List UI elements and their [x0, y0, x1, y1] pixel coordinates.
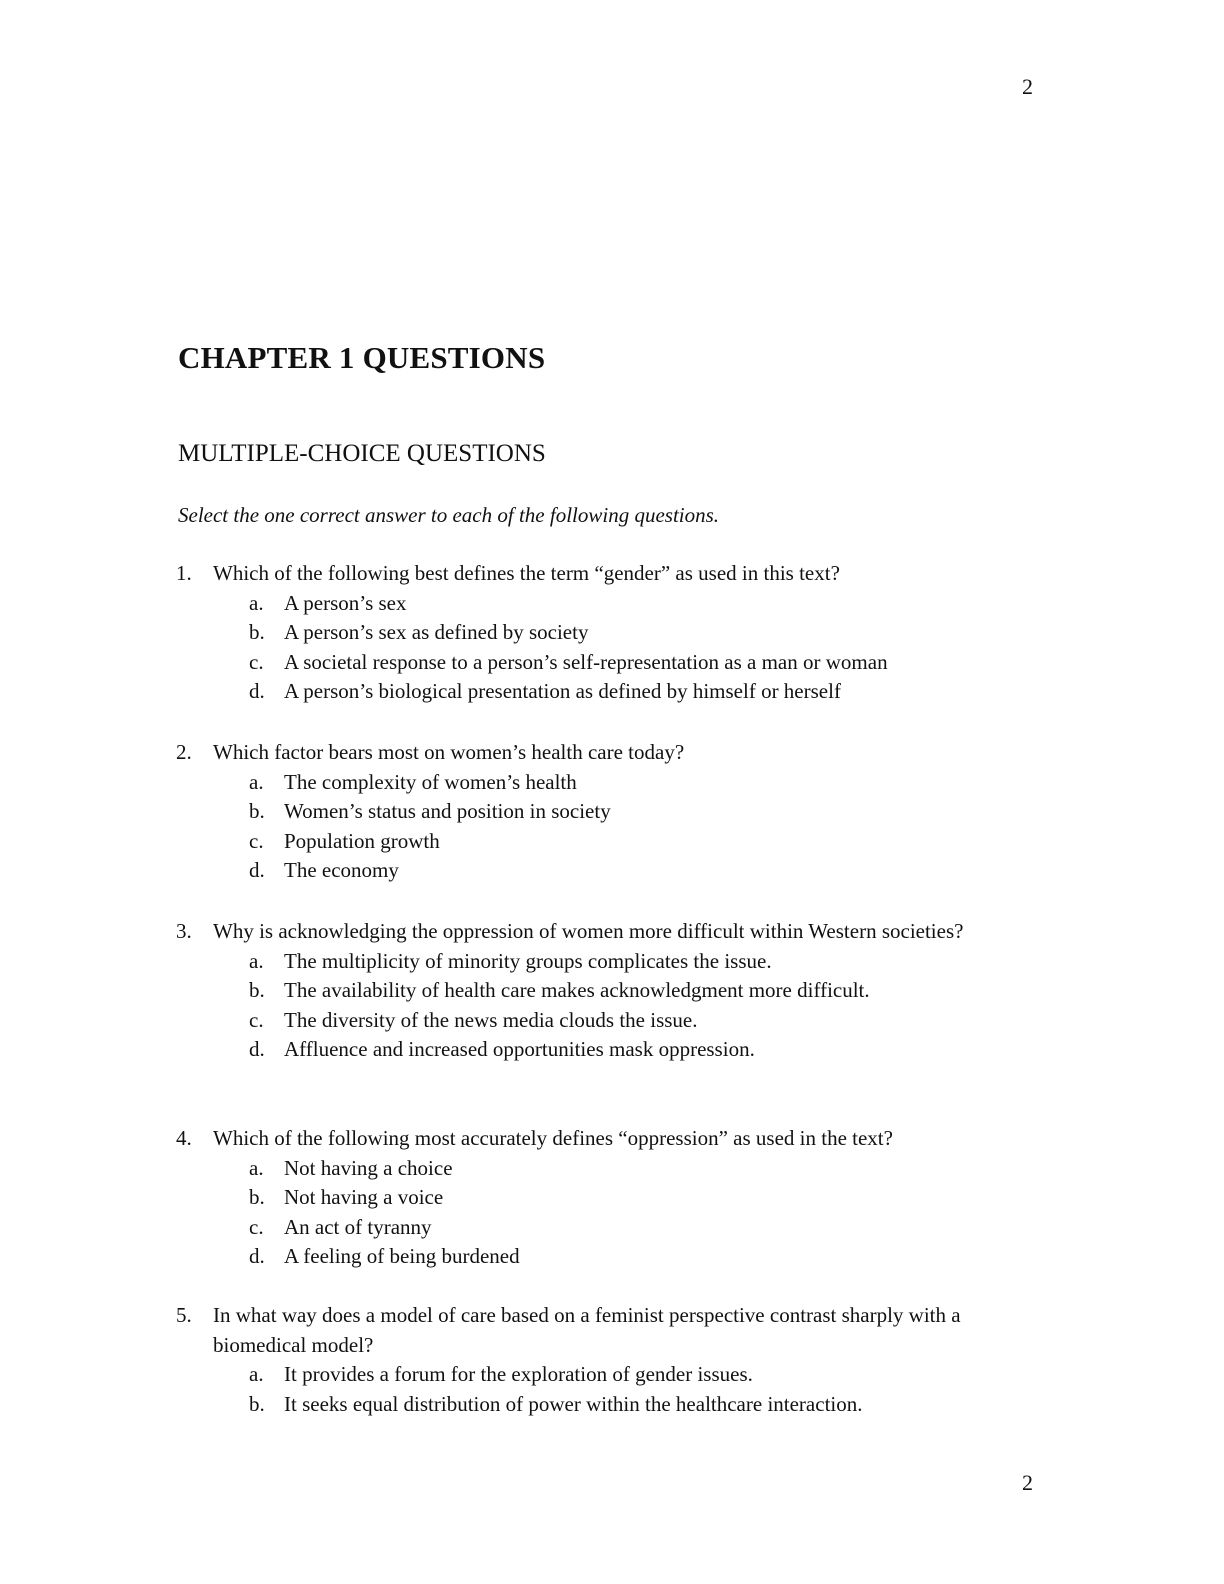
option-text: A feeling of being burdened — [284, 1244, 520, 1268]
option-text: A societal response to a person’s self-representation as a man or woman — [284, 649, 888, 674]
option-letter: a. — [249, 769, 264, 794]
option-letter: c. — [249, 1214, 264, 1239]
question-text: Why is acknowledging the oppression of women more difficult within Western societies? — [213, 919, 964, 943]
answer-option-b — [176, 618, 1006, 648]
question-stem — [176, 1301, 1006, 1360]
answer-option-a — [176, 947, 1006, 977]
option-text: It seeks equal distribution of power within the healthcare interaction. — [284, 1391, 863, 1416]
question-stem — [176, 1124, 1006, 1154]
option-text: The diversity of the news media clouds the issue. — [284, 1007, 698, 1032]
option-letter: a. — [249, 590, 264, 615]
answer-option-d — [176, 1242, 1006, 1272]
option-letter: a. — [249, 1155, 264, 1180]
answer-option-a — [176, 1360, 1006, 1390]
option-text: Not having a choice — [284, 1155, 453, 1180]
question-3 — [176, 917, 1006, 1065]
page-number-top: 2 — [1022, 74, 1033, 99]
option-letter: b. — [249, 799, 265, 823]
option-letter: b. — [249, 1391, 265, 1416]
question-text: In what way does a model of care based on a feminist perspective contrast sharply with a biomedical model? — [213, 1303, 961, 1357]
question-number: 5. — [176, 1303, 192, 1327]
option-letter: a. — [249, 1362, 264, 1386]
question-text: Which factor bears most on women’s health care today? — [213, 740, 685, 764]
answer-option-d — [176, 677, 1006, 707]
option-text: The complexity of women’s health — [284, 769, 577, 794]
answer-option-c — [176, 1213, 1006, 1243]
question-number: 4. — [176, 1126, 192, 1150]
answer-option-c — [176, 648, 1006, 678]
question-stem — [176, 917, 1006, 947]
question-2 — [176, 738, 1006, 886]
option-letter: a. — [249, 948, 264, 973]
option-text: Population growth — [284, 828, 440, 853]
option-letter: d. — [249, 679, 265, 703]
chapter-title: CHAPTER 1 QUESTIONS — [178, 340, 546, 375]
option-letter: c. — [249, 828, 264, 853]
option-letter: b. — [249, 978, 265, 1002]
question-text: Which of the following most accurately defines “oppression” as used in the text? — [213, 1126, 893, 1150]
option-text: The availability of health care makes acknowledgment more difficult. — [284, 978, 870, 1002]
question-1 — [176, 559, 1006, 707]
option-letter: d. — [249, 1244, 265, 1268]
question-stem — [176, 559, 1006, 589]
answer-option-c — [176, 827, 1006, 857]
answer-option-d — [176, 856, 1006, 886]
section-title: MULTIPLE-CHOICE QUESTIONS — [178, 440, 546, 467]
option-text: The economy — [284, 858, 399, 882]
page-number-bottom: 2 — [1022, 1470, 1033, 1495]
question-4 — [176, 1124, 1006, 1272]
option-text: A person’s biological presentation as defined by himself or herself — [284, 679, 841, 703]
option-letter: b. — [249, 1185, 265, 1209]
option-text: Not having a voice — [284, 1185, 444, 1209]
question-number: 1. — [176, 561, 192, 585]
answer-option-b — [176, 1390, 1006, 1420]
answer-option-c — [176, 1006, 1006, 1036]
answer-option-d — [176, 1035, 1006, 1065]
instructions: Select the one correct answer to each of the following questions. — [178, 503, 720, 527]
question-number: 2. — [176, 740, 192, 764]
answer-option-a — [176, 1154, 1006, 1184]
option-letter: d. — [249, 858, 265, 882]
option-text: A person’s sex — [284, 590, 407, 615]
option-letter: b. — [249, 620, 265, 644]
option-letter: c. — [249, 1007, 264, 1032]
answer-option-b — [176, 1183, 1006, 1213]
option-letter: d. — [249, 1037, 265, 1061]
option-text: A person’s sex as defined by society — [284, 620, 589, 644]
answer-option-b — [176, 797, 1006, 827]
option-text: Affluence and increased opportunities mask oppression. — [284, 1037, 755, 1061]
option-letter: c. — [249, 649, 264, 674]
answer-option-b — [176, 976, 1006, 1006]
option-text: Women’s status and position in society — [284, 799, 611, 823]
answer-option-a — [176, 589, 1006, 619]
question-text: Which of the following best defines the term “gender” as used in this text? — [213, 561, 840, 585]
question-number: 3. — [176, 919, 192, 943]
option-text: It provides a forum for the exploration of gender issues. — [284, 1362, 753, 1386]
question-stem — [176, 738, 1006, 768]
option-text: The multiplicity of minority groups complicates the issue. — [284, 948, 772, 973]
option-text: An act of tyranny — [284, 1214, 432, 1239]
answer-option-a — [176, 768, 1006, 798]
question-5 — [176, 1301, 1006, 1419]
